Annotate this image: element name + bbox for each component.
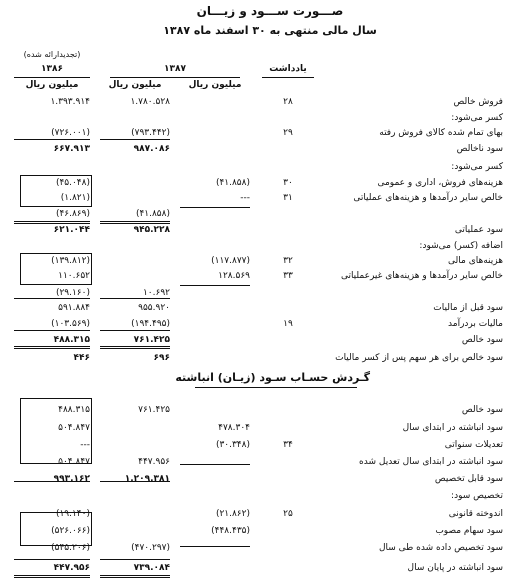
- row-value-c: ۴۴۷.۹۵۶: [53, 563, 90, 573]
- row-value-b: (۱۹۴.۴۹۵): [131, 319, 170, 329]
- row-label: خالص سایر درآمدها و هزینه‌های غیرعملیاتی: [340, 271, 503, 281]
- divider: [14, 330, 90, 331]
- row-value-c: (۴۵.۰۴۸): [55, 178, 90, 188]
- row-label: کسر می‌شود:: [451, 113, 503, 123]
- divider: [100, 481, 170, 482]
- row-value-c: ۴۸۸.۳۱۵: [58, 405, 90, 415]
- row-value-c: ۶۶۷.۹۱۳: [53, 144, 90, 154]
- row-value-a: ۱۲۸.۵۶۹: [218, 271, 250, 281]
- bracket-box: [20, 512, 92, 546]
- divider: [100, 298, 170, 299]
- row-value-b: ۱۰.۶۹۲: [142, 288, 170, 298]
- row-label: اضافه (کسر) می‌شود:: [419, 241, 503, 251]
- row-value-c: ۶۲۱.۰۴۴: [53, 225, 90, 235]
- row-value-c: ۹۹۳.۱۶۲: [53, 474, 90, 484]
- row-label: سود خالص: [461, 405, 503, 415]
- row-value-c: (۱۳۹.۸۱۲): [51, 256, 90, 266]
- row-label: سود انباشته در ابتدای سال تعدیل شده: [359, 457, 503, 467]
- divider: [100, 559, 170, 560]
- row-value-b: ۹۴۵.۲۲۸: [133, 225, 170, 235]
- row-value-b: ۷۳۹.۰۸۴: [133, 563, 170, 573]
- row-label: بهای تمام شده کالای فروش رفته: [379, 128, 503, 138]
- divider: [110, 77, 240, 78]
- row-value-b: ۶۹۶: [153, 353, 170, 363]
- row-note: ۳۰: [283, 178, 293, 188]
- row-label: سود انباشته در پایان سال: [407, 563, 503, 573]
- page-subtitle: سال مالی منتهی به ۳۰ اسفند ماه ۱۳۸۷: [163, 24, 377, 37]
- row-value-b: ۴۴۷.۹۵۶: [138, 457, 170, 467]
- row-note: ۲۹: [283, 128, 293, 138]
- row-note: ۱۹: [283, 319, 293, 329]
- divider: [14, 77, 90, 78]
- row-value-c: (۷۲۶.۰۰۱): [51, 128, 90, 138]
- bracket-box: [20, 253, 92, 285]
- row-note: ۲۸: [283, 97, 293, 107]
- row-label: سود خالص برای هر سهم پس از کسر مالیات: [335, 353, 503, 363]
- unit-label-b: میلیون ریال: [108, 80, 162, 90]
- double-divider: [100, 346, 170, 349]
- row-label: سود ناخالص: [456, 144, 503, 154]
- row-note: ۲۵: [283, 509, 293, 519]
- row-value-a: (۲۱.۸۶۲): [215, 509, 250, 519]
- row-value-b: (۷۹۳.۴۴۲): [131, 128, 170, 138]
- row-value-c: ۴۴۶: [73, 353, 90, 363]
- unit-label-a: میلیون ریال: [188, 80, 242, 90]
- row-label: تعدیلات سنواتی: [444, 440, 503, 450]
- divider: [180, 207, 250, 208]
- row-value-b: ۹۸۷.۰۸۶: [133, 144, 170, 154]
- double-divider: [100, 221, 170, 224]
- row-value-c: ۵۰۴.۸۴۷: [58, 423, 90, 433]
- row-label: مالیات بردرآمد: [448, 319, 503, 329]
- unit-label-c: میلیون ریال: [25, 80, 79, 90]
- row-value-a: ---: [240, 193, 250, 203]
- row-value-c: ۱.۳۹۳.۹۱۴: [50, 97, 90, 107]
- row-label: سود انباشته در ابتدای سال: [402, 423, 503, 433]
- row-label: تخصیص سود:: [451, 491, 503, 501]
- row-value-c: (۱۹.۱۴۰): [55, 509, 90, 519]
- row-value-c: (۱۰۳.۵۶۹): [51, 319, 90, 329]
- divider: [100, 139, 170, 140]
- row-note: ۳۳: [283, 271, 293, 281]
- row-label: خالص سایر درآمدها و هزینه‌های عملیاتی: [353, 193, 503, 203]
- row-value-b: ۷۶۱.۴۲۵: [133, 335, 170, 345]
- row-value-a: (۴۱.۸۵۸): [215, 178, 250, 188]
- divider: [180, 464, 250, 465]
- row-label: فروش خالص: [453, 97, 503, 107]
- bracket-box: [20, 398, 92, 464]
- double-divider: [14, 221, 90, 224]
- double-divider: [14, 575, 90, 578]
- row-value-c: (۲۹.۱۶۰): [55, 288, 90, 298]
- row-label: هزینه‌های مالی: [448, 256, 503, 266]
- row-label: هزینه‌های فروش، اداری و عمومی: [377, 178, 503, 188]
- row-value-c: (۱.۸۲۱): [60, 193, 90, 203]
- row-value-a: (۳۰.۳۴۸): [215, 440, 250, 450]
- row-value-a: (۴۴۸.۴۳۵): [211, 526, 250, 536]
- row-value-a: ۴۷۸.۳۰۴: [218, 423, 250, 433]
- double-divider: [14, 346, 90, 349]
- row-label: سود سهام مصوب: [435, 526, 503, 536]
- divider: [14, 481, 90, 482]
- divider: [14, 139, 90, 140]
- divider: [262, 77, 314, 78]
- row-value-b: (۴۷۰.۲۹۷): [131, 543, 170, 553]
- row-label: سود قبل از مالیات: [433, 303, 503, 313]
- row-note: ۳۲: [283, 256, 293, 266]
- divider: [14, 559, 90, 560]
- col-year-prior: ۱۳۸۶: [41, 64, 63, 74]
- row-value-c: ۱۱۰.۶۵۲: [58, 271, 90, 281]
- row-value-b: ۹۵۵.۹۲۰: [138, 303, 170, 313]
- row-label: کسر می‌شود:: [451, 162, 503, 172]
- row-label: سود قابل تخصیص: [434, 474, 503, 484]
- row-value-b: (۴۱.۸۵۸): [135, 209, 170, 219]
- row-label: اندوخته قانونی: [448, 509, 503, 519]
- col-year-current: ۱۳۸۷: [164, 64, 186, 74]
- row-value-a: (۱۱۷.۸۷۷): [211, 256, 250, 266]
- divider: [180, 285, 250, 286]
- divider: [195, 387, 357, 388]
- row-value-c: (۴۶.۸۶۹): [55, 209, 90, 219]
- row-value-c: ۵۰۴.۸۴۷: [58, 457, 90, 467]
- row-label: سود تخصیص داده شده طی سال: [378, 543, 503, 553]
- bracket-box: [20, 175, 92, 207]
- row-value-c: (۵۴۵.۲۰۶): [51, 543, 90, 553]
- page-title: صـــورت ســـود و زیـــان: [196, 4, 344, 18]
- row-value-c: ---: [80, 440, 90, 450]
- row-value-b: ۱.۲۰۹.۳۸۱: [124, 474, 170, 484]
- row-value-c: ۴۸۸.۳۱۵: [53, 335, 90, 345]
- divider: [180, 546, 250, 547]
- row-label: سود خالص: [461, 335, 503, 345]
- section2-title: گـردش حسـاب سـود (زیـان) انباشته: [175, 371, 370, 384]
- row-note: ۳۴: [283, 440, 293, 450]
- restated-note: (تجدیدارائه شده): [23, 50, 81, 59]
- row-value-c: (۵۲۶.۰۶۶): [51, 526, 90, 536]
- double-divider: [100, 575, 170, 578]
- row-label: سود عملیاتی: [454, 225, 503, 235]
- row-value-b: ۱.۷۸۰.۵۲۸: [130, 97, 170, 107]
- divider: [14, 298, 90, 299]
- col-note-header: یادداشت: [269, 64, 307, 74]
- divider: [100, 330, 170, 331]
- row-value-b: ۷۶۱.۴۲۵: [138, 405, 170, 415]
- row-value-c: ۵۹۱.۸۸۴: [58, 303, 90, 313]
- row-note: ۳۱: [283, 193, 293, 203]
